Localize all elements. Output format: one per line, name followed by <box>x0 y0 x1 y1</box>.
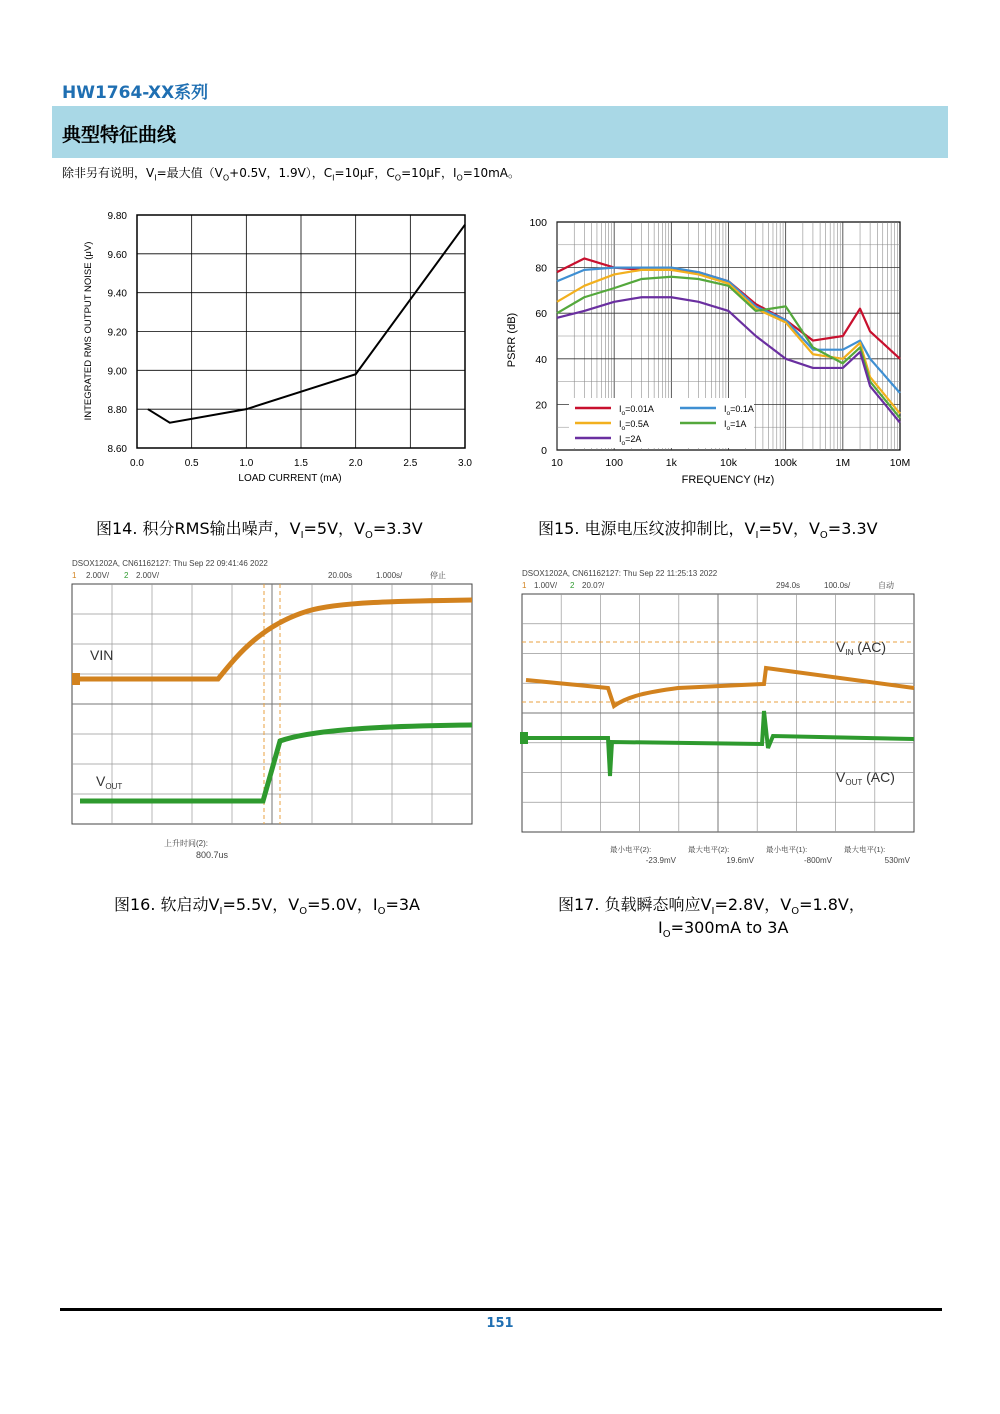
fig14-y-tick: 9.60 <box>107 249 127 261</box>
fig15-legend-label: $I_o=2A$ <box>619 434 642 447</box>
fig15-legend-label: $I_o=1A$ <box>724 419 747 432</box>
fig14-y-tick: 9.20 <box>107 327 127 339</box>
fig15-y-tick: 40 <box>535 353 547 366</box>
fig15-y-tick: 20 <box>535 399 547 412</box>
fig14-x-tick: 2.0 <box>348 458 363 469</box>
fig14-y-tick: 8.80 <box>107 405 127 417</box>
fig14-x-tick: 3.0 <box>458 458 472 469</box>
fig15-legend-label: $I_o=0.5A$ <box>619 419 649 432</box>
svg-text:1: 1 <box>72 571 77 580</box>
fig15-legend-label: $I_o=0.1A$ <box>724 404 754 417</box>
fig14-caption: 图14. 积分RMS输出噪声，$V_I=5V$，$V_O=3.3V$ <box>96 519 423 542</box>
fig14-y-tick: 9.40 <box>107 288 127 300</box>
fig16-time-scale: 1.000s/ <box>376 571 403 580</box>
test-conditions: 除非另有说明，$V_I=$最大值（$V_O+0.5V$，1.9V），$C_I=10\mu F$，$C_O=10\mu F$，$I_O=10mA$。 <box>62 166 521 183</box>
fig15-x-axis-label: FREQUENCY (Hz) <box>681 474 775 486</box>
svg-text:2: 2 <box>570 581 575 590</box>
fig14-x-tick: 0.5 <box>184 458 199 469</box>
fig15-x-tick: 10M <box>889 457 911 469</box>
section-header-bar <box>52 106 948 158</box>
fig16-scope-header: DSOX1202A, CN61162127: Thu Sep 22 09:41:46 2022 <box>72 559 268 568</box>
fig16-time-offset: 20.00s <box>328 571 353 580</box>
fig17-measurement-label: 最大电平(1): <box>844 845 886 854</box>
fig14-noise-chart <box>62 200 482 490</box>
fig14-x-tick: 0.0 <box>130 458 144 469</box>
fig16-status: 停止 <box>430 571 446 580</box>
fig14-y-tick: 8.60 <box>107 444 127 455</box>
fig14-grid <box>137 215 465 448</box>
footer-rule <box>60 1308 942 1311</box>
fig16-vout-label: $V_{OUT}$ <box>96 773 123 791</box>
fig16-vin-label: VIN <box>90 647 114 663</box>
fig16-ch1-scale: 2.00V/ <box>86 571 110 580</box>
fig17-measurement-label: 最小电平(2): <box>610 845 652 854</box>
fig17-vout-label: $V_{OUT}$ (AC) <box>836 769 895 787</box>
fig15-legend <box>569 398 754 448</box>
fig14-x-tick: 2.5 <box>403 458 418 469</box>
fig17-measurement-value: -800mV <box>803 856 832 865</box>
fig17-caption-line2: $I_O=300mA$ to 3A <box>658 918 789 941</box>
fig15-x-tick: 10k <box>720 457 737 469</box>
document-title: HW1764-XX系列 <box>62 83 209 103</box>
fig15-y-tick: 100 <box>529 217 547 229</box>
fig17-time-offset: 294.0s <box>776 581 801 590</box>
fig17-status: 自动 <box>878 581 894 590</box>
fig14-y-tick: 9.80 <box>107 211 127 222</box>
svg-text:2: 2 <box>124 571 129 580</box>
section-title: 典型特征曲线 <box>62 124 177 146</box>
fig16-scope-screenshot <box>68 556 476 864</box>
fig15-x-tick: 100 <box>605 457 623 469</box>
fig14-y-tick: 9.00 <box>107 366 127 378</box>
fig14-y-axis-label: INTEGRATED RMS OUTPUT NOISE (μV) <box>83 241 94 421</box>
fig15-y-axis-label: PSRR (dB) <box>506 312 518 368</box>
fig14-x-axis-label: LOAD CURRENT (mA) <box>238 473 342 484</box>
fig17-measurement-value: 19.6mV <box>726 856 754 865</box>
fig14-noise-line <box>148 225 465 423</box>
fig17-ch1-scale: 1.00V/ <box>534 581 558 590</box>
fig15-y-tick: 0 <box>541 445 547 457</box>
page-number: 151 <box>486 1316 514 1331</box>
fig14-x-tick: 1.5 <box>294 458 308 469</box>
fig17-time-scale: 100.0s/ <box>824 581 851 590</box>
fig16-caption: 图16. 软启动$V_I=5.5V$，$V_O=5.0V$，$I_O=3A$ <box>114 895 420 918</box>
fig17-caption: 图17. 负载瞬态响应$V_I=2.8V$，$V_O=1.8V$， <box>558 895 865 918</box>
svg-text:1: 1 <box>522 581 527 590</box>
fig16-measurement-label: 上升时间(2): <box>164 839 208 848</box>
fig17-vin-label: $V_{IN}$ (AC) <box>836 639 887 657</box>
fig14-x-tick: 1.0 <box>239 458 254 469</box>
fig15-legend-label: $I_o=0.01A$ <box>619 404 654 417</box>
fig17-scope-screenshot <box>518 566 918 868</box>
fig15-x-tick: 100k <box>774 457 798 469</box>
fig16-ch2-scale: 2.00V/ <box>136 571 160 580</box>
fig17-measurement-label: 最小电平(1): <box>766 845 808 854</box>
fig17-measurement-value: 530mV <box>884 856 910 865</box>
fig17-measurement-value: -23.9mV <box>645 856 676 865</box>
fig17-measurement-label: 最大电平(2): <box>688 845 730 854</box>
fig15-x-tick: 10 <box>551 457 563 469</box>
fig15-psrr-chart <box>500 210 920 490</box>
fig15-y-tick: 60 <box>535 308 547 321</box>
fig15-x-tick: 1k <box>665 457 677 469</box>
fig17-scope-header: DSOX1202A, CN61162127: Thu Sep 22 11:25:13 2022 <box>522 569 718 578</box>
fig15-y-tick: 80 <box>535 262 547 275</box>
fig17-ch2-scale: 20.0?/ <box>582 581 605 590</box>
fig15-x-tick: 1M <box>835 457 851 469</box>
fig15-caption: 图15. 电源电压纹波抑制比，$V_I=5V$，$V_O=3.3V$ <box>538 519 878 542</box>
fig16-measurement-value: 800.7us <box>196 850 229 860</box>
